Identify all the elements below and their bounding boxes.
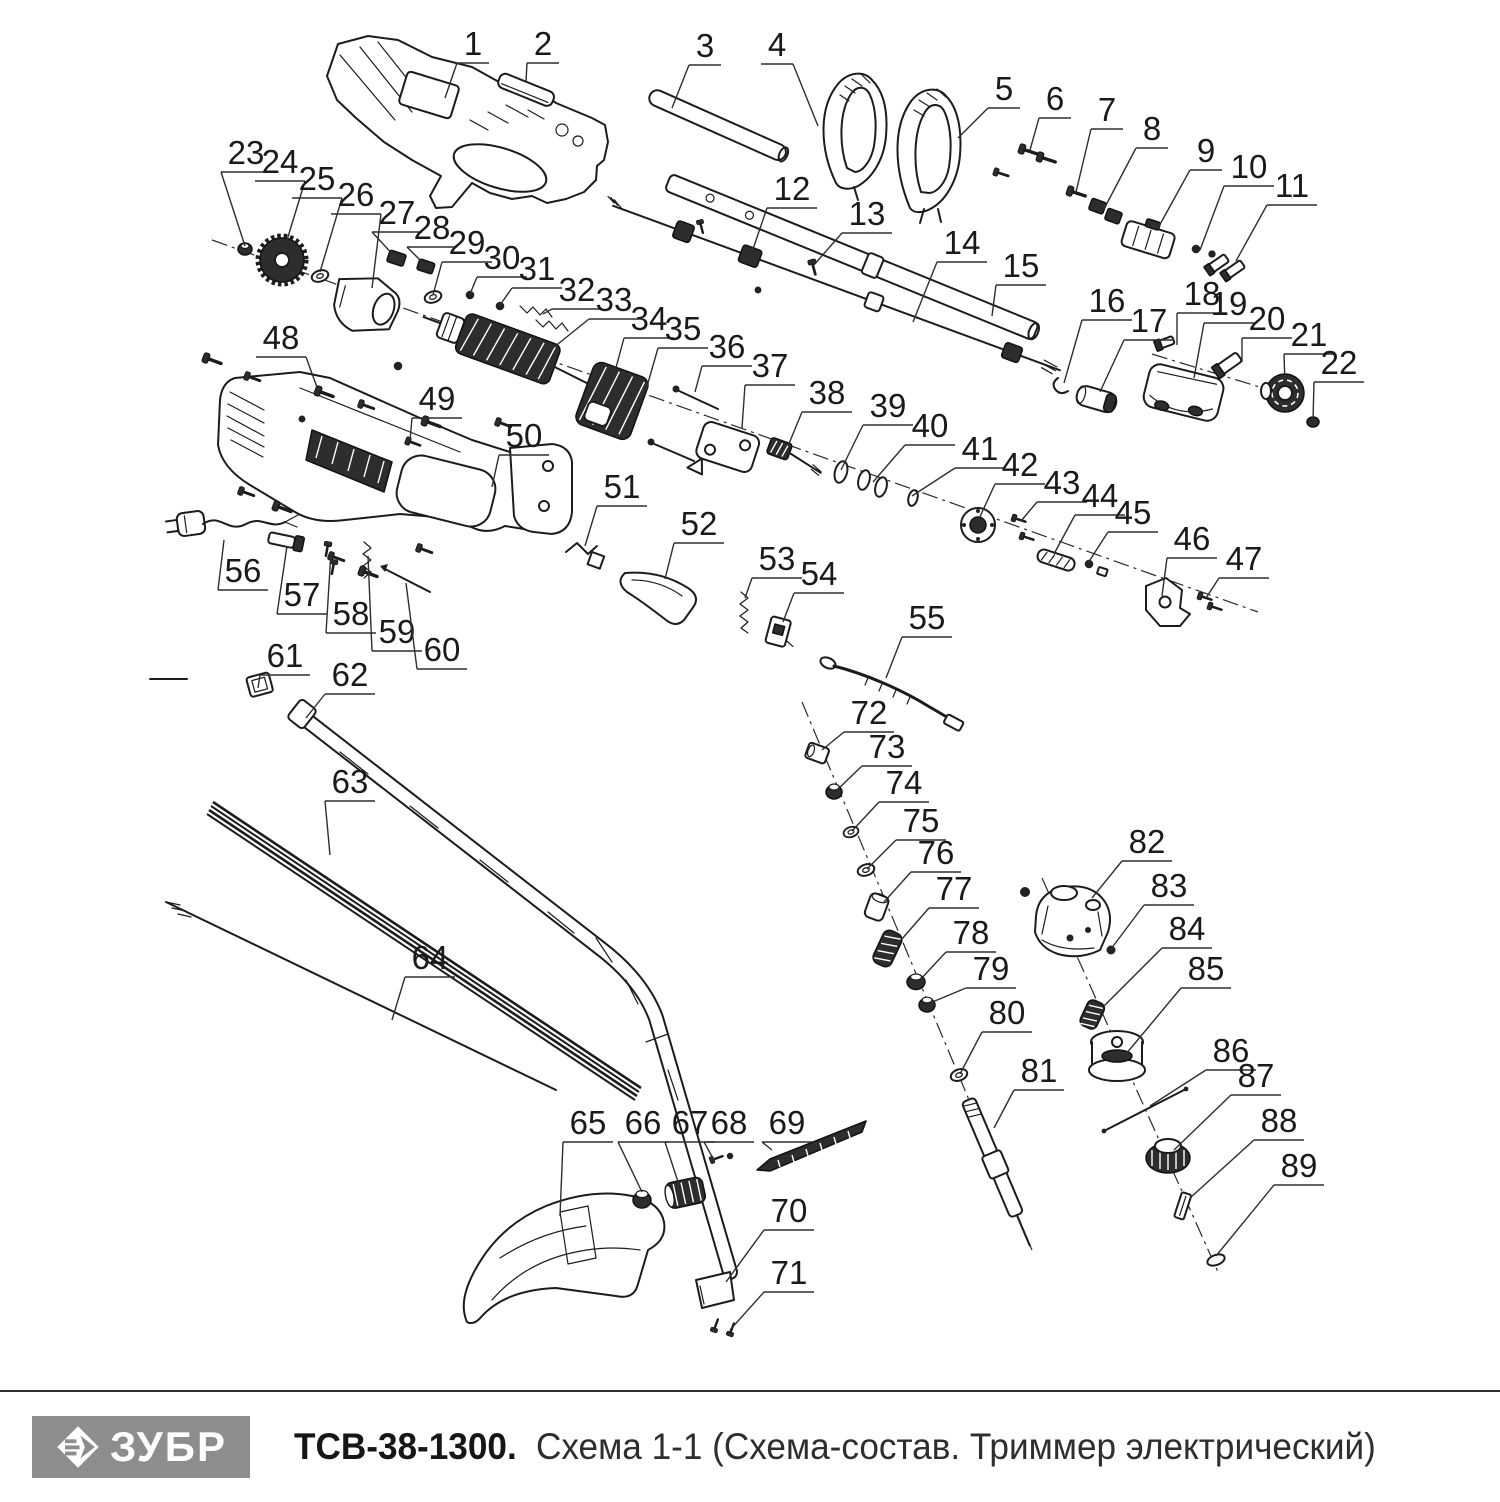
brush-holder-28 [417,259,436,274]
spring-77 [871,928,904,969]
spring-84 [1078,998,1106,1031]
svg-text:51: 51 [603,468,641,505]
svg-text:58: 58 [332,595,370,632]
svg-text:43: 43 [1043,464,1081,501]
svg-text:41: 41 [961,430,999,467]
svg-text:34: 34 [630,300,668,337]
coupler-housing-19 [1141,362,1226,424]
flex-shaft-64 [166,902,556,1090]
svg-text:74: 74 [885,764,923,801]
svg-text:4: 4 [767,26,787,63]
part-label-16 [1064,282,1132,383]
part-label-57 [277,546,327,614]
svg-text:31: 31 [518,250,556,287]
svg-text:2: 2 [533,25,553,62]
nut-73 [826,784,842,799]
svg-text:1: 1 [463,25,483,62]
svg-text:27: 27 [378,194,416,231]
bushing-76 [863,891,890,922]
svg-text:87: 87 [1237,1057,1275,1094]
handle-rear [898,89,961,223]
svg-text:70: 70 [770,1192,808,1229]
screws-6 [992,143,1056,179]
svg-text:85: 85 [1187,950,1225,987]
svg-text:13: 13 [848,195,886,232]
part-label-62 [306,656,375,718]
part-label-81 [994,1052,1064,1128]
pin-31 [496,302,505,311]
svg-text:80: 80 [988,994,1026,1031]
svg-text:82: 82 [1128,823,1166,860]
head-housing-82 [1020,886,1110,956]
svg-text:83: 83 [1150,867,1188,904]
svg-text:20: 20 [1248,300,1286,337]
svg-text:77: 77 [935,870,973,907]
star-knob-21 [1261,374,1304,412]
svg-text:53: 53 [758,540,796,577]
svg-text:5: 5 [994,70,1014,107]
svg-text:67: 67 [671,1104,709,1141]
clip-51 [566,543,604,569]
pin-30 [466,291,475,300]
svg-text:88: 88 [1260,1102,1298,1139]
washer-39 [832,460,849,484]
washers-40 [856,469,889,498]
gear-24 [258,236,307,285]
part-label-89 [1216,1147,1324,1256]
svg-text:26: 26 [337,176,375,213]
brush-springs-32 [520,306,568,331]
svg-text:78: 78 [952,914,990,951]
svg-text:71: 71 [770,1254,808,1291]
pin-83 [1107,946,1116,955]
svg-text:47: 47 [1225,540,1263,577]
svg-text:3: 3 [695,27,715,64]
svg-text:76: 76 [917,834,955,871]
nut-78 [907,974,925,990]
svg-text:84: 84 [1168,910,1206,947]
svg-text:52: 52 [680,505,718,542]
part-label-53 [745,540,802,598]
part-label-22 [1313,344,1364,420]
svg-text:23: 23 [227,134,265,171]
svg-text:6: 6 [1045,80,1065,117]
clip-16 [1054,378,1068,393]
svg-text:62: 62 [331,656,369,693]
cap-nut-66 [633,1191,651,1209]
svg-text:68: 68 [710,1104,748,1141]
part-label-39 [841,387,913,470]
bearing-bracket-37 [687,419,761,488]
svg-text:89: 89 [1280,1147,1318,1184]
part-label-55 [886,599,952,678]
svg-text:50: 50 [505,417,543,454]
part-label-59 [368,556,422,651]
svg-text:15: 15 [1002,247,1040,284]
svg-text:22: 22 [1320,344,1358,381]
svg-text:73: 73 [868,728,906,765]
cable-55 [819,655,964,731]
svg-text:30: 30 [483,239,521,276]
clamp-8 [1088,198,1122,224]
part-label-56 [218,540,268,590]
pinion-38 [765,437,826,476]
svg-text:61: 61 [266,637,304,674]
schema-subtitle: Схема 1-1 (Схема-состав. Триммер электрический) [535,1426,1376,1467]
svg-text:72: 72 [850,694,888,731]
part-label-7 [1076,91,1123,192]
zubr-logo [32,1416,250,1478]
svg-text:37: 37 [751,347,789,384]
svg-text:35: 35 [664,310,702,347]
svg-text:11: 11 [1274,167,1310,204]
svg-text:69: 69 [768,1104,806,1141]
part-label-64 [392,939,455,1020]
svg-text:21: 21 [1290,316,1328,353]
part-label-66 [618,1104,668,1192]
svg-text:9: 9 [1196,132,1216,169]
svg-text:24: 24 [261,143,299,180]
part-label-37 [742,347,795,428]
spool-85 [1089,1031,1145,1081]
coupler-67 [663,1176,707,1210]
center-axes [212,240,1302,1272]
svg-text:28: 28 [413,209,451,246]
svg-text:66: 66 [624,1104,662,1141]
svg-text:46: 46 [1173,520,1211,557]
svg-text:45: 45 [1114,494,1152,531]
part-label-68 [704,1104,754,1160]
svg-text:10: 10 [1230,148,1268,185]
svg-text:40: 40 [911,407,949,444]
svg-text:38: 38 [808,374,846,411]
svg-text:33: 33 [595,281,633,318]
sleeve-17 [1074,384,1118,414]
svg-text:7: 7 [1097,91,1117,128]
part-label-52 [665,505,724,579]
guard-65 [464,1194,665,1324]
pins-10 [1192,245,1216,258]
bump-knob-87 [1146,1139,1190,1173]
washer-89 [1206,1252,1226,1268]
washer-80 [949,1067,969,1083]
svg-text:63: 63 [331,763,369,800]
stator-35 [573,360,650,442]
zubr-diamond-icon [55,1424,101,1470]
spring-53 [740,592,748,633]
schema-title [294,1426,1376,1468]
brand-name: ЗУБР [109,1423,228,1470]
svg-text:29: 29 [448,224,486,261]
svg-text:36: 36 [708,328,746,365]
part-label-38 [788,374,852,446]
svg-text:57: 57 [283,576,321,613]
brush-holder-27 [387,250,407,267]
front-tube [647,88,791,164]
svg-text:25: 25 [298,160,336,197]
svg-text:79: 79 [972,950,1010,987]
svg-text:48: 48 [262,319,300,356]
flange-42 [961,508,995,542]
pin-rod-86 [1102,1087,1189,1134]
part-label-69 [762,1104,812,1150]
drive-rod-14 [602,195,1062,379]
svg-text:60: 60 [423,631,461,668]
footer [0,1390,1500,1502]
svg-text:81: 81 [1020,1052,1058,1089]
svg-text:55: 55 [908,599,946,636]
model-code: ТСВ-38-1300. [294,1426,517,1467]
part-label-36 [695,328,752,392]
plate-70 [696,1272,734,1308]
svg-text:49: 49 [418,380,456,417]
nut-79 [919,997,935,1012]
svg-text:56: 56 [224,552,262,589]
part-label-3 [672,27,721,108]
svg-text:86: 86 [1212,1032,1250,1069]
svg-text:75: 75 [902,802,940,839]
switch-block-9 [1120,213,1177,259]
handle-front [824,74,887,200]
part-label-5 [958,70,1020,138]
svg-text:59: 59 [378,613,416,650]
svg-text:16: 16 [1088,282,1126,319]
part-label-15 [992,247,1046,316]
washer-29 [423,289,443,305]
svg-text:32: 32 [558,271,596,308]
part-label-2 [526,25,559,82]
part-label-20 [1242,300,1292,362]
svg-text:17: 17 [1130,302,1168,339]
svg-text:64: 64 [411,939,449,976]
svg-text:65: 65 [569,1104,607,1141]
part-label-71 [730,1254,814,1330]
svg-text:12: 12 [773,170,811,207]
bearing-shield-26 [324,266,406,343]
svg-text:39: 39 [869,387,907,424]
part-label-51 [585,468,647,546]
svg-text:44: 44 [1081,477,1119,514]
pin-60 [380,564,430,592]
svg-text:42: 42 [1001,446,1039,483]
svg-text:14: 14 [943,224,981,261]
svg-text:18: 18 [1183,275,1221,312]
switch-54 [765,616,799,649]
part-label-9 [1158,132,1222,228]
part-callouts [218,25,1364,1330]
bolt-20 [1211,351,1243,379]
part-label-47 [1206,540,1269,598]
part-label-6 [1030,80,1071,150]
clamp-72 [805,742,830,764]
washer-75 [856,862,876,878]
part-label-4 [761,26,818,126]
pin-88 [1174,1192,1192,1220]
washer-74 [842,825,860,839]
svg-text:54: 54 [800,555,838,592]
trigger-lever-52 [620,573,696,624]
screw-7 [1066,185,1087,200]
screws-71 [710,1318,737,1337]
part-label-63 [325,763,375,855]
svg-text:19: 19 [1210,285,1248,322]
svg-text:8: 8 [1142,110,1162,147]
